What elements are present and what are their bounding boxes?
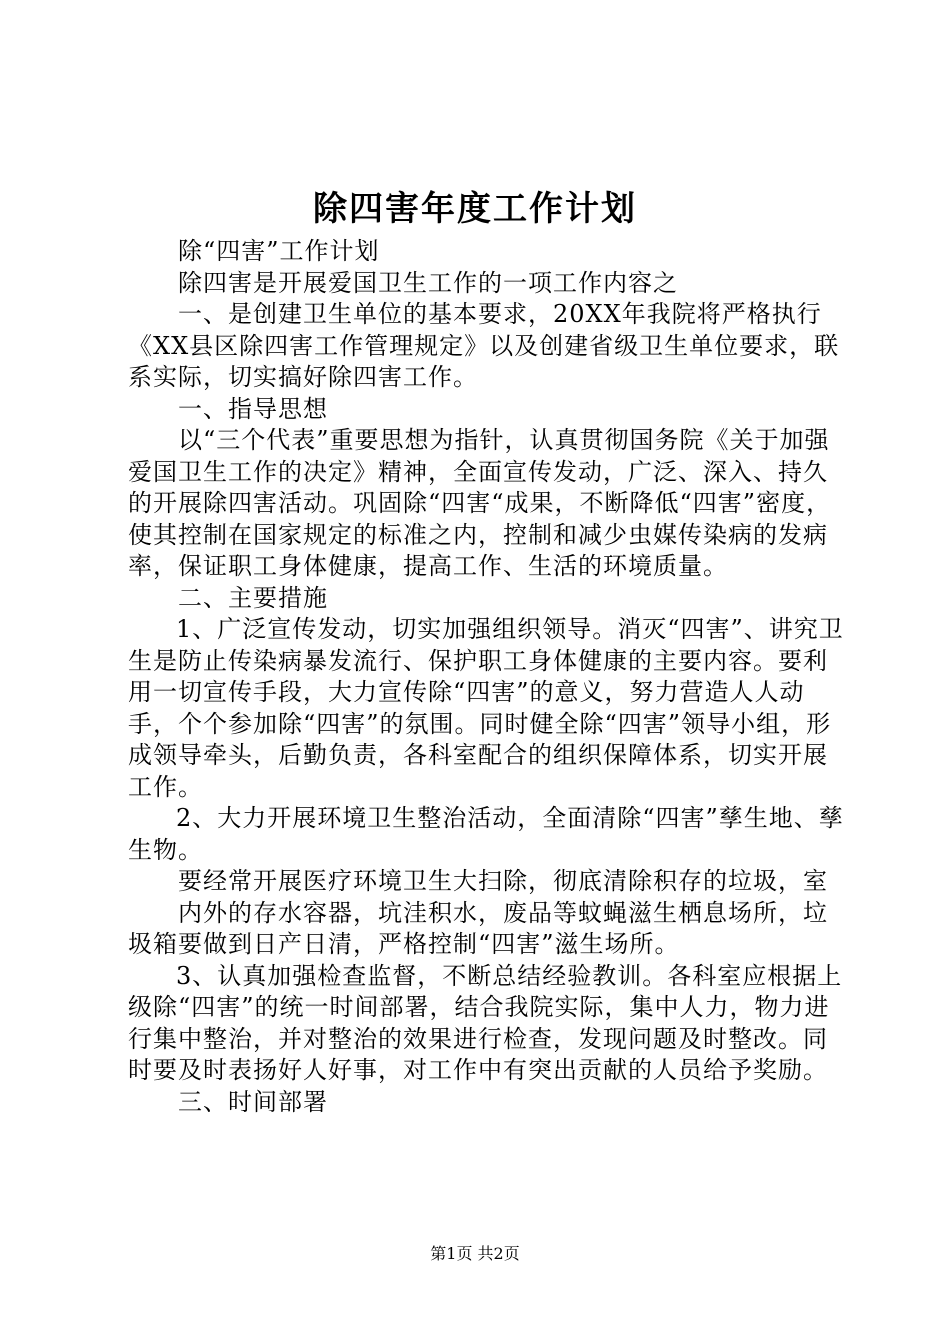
paragraph-cleaning: 要经常开展医疗环境卫生大扫除，彻底清除积存的垃圾，室 bbox=[178, 867, 828, 895]
page-footer: 第1页 共2页 bbox=[430, 1244, 520, 1263]
paragraph-guiding-thought: 以“三个代表”重要思想为指针，认真贯彻国务院《关于加强爱国卫生工作的决定》精神，全面宣传发动，广泛、深入、持久的开展除四害活动。巩固除“四害“成果，不断降低“四害”密度，使其控制在国家规定的标准之内，控制和减少虫媒传染病的发病率，保证职工身体健康，提高工作、生活的环境质量。 bbox=[128, 426, 832, 580]
paragraph-requirement: 一、是创建卫生单位的基本要求，20XX年我院将严格执行《XX县区除四害工作管理规定》以及创建省级卫生单位要求，联系实际，切实搞好除四害工作。 bbox=[128, 300, 840, 391]
document-body bbox=[128, 236, 848, 1118]
paragraph-measure-1: 1、广泛宣传发动，切实加强组织领导。消灭“四害”、讲究卫生是防止传染病暴发流行、保护职工身体健康的主要内容。要利用一切宣传手段，大力宣传除“四害”的意义，努力营造人人动手，个个参加除“四害”的氛围。同时健全除“四害”领导小组，形成领导牵头，后勤负责，各科室配合的组织保障体系，切实开展工作。 bbox=[128, 615, 844, 801]
paragraph-intro: 除四害是开展爱国卫生工作的一项工作内容之 bbox=[178, 268, 678, 297]
paragraph-measure-3: 3、认真加强检查监督，不断总结经验教训。各科室应根据上级除“四害”的统一时间部署，结合我院实际，集中人力，物力进行集中整治，并对整治的效果进行检查，发现问题及时整改。同时要及时表扬好人好事，对工作中有突出贡献的人员给予奖励。 bbox=[128, 961, 843, 1084]
document-title: 除四害年度工作计划 bbox=[313, 189, 637, 229]
section-heading-schedule: 三、时间部署 bbox=[178, 1087, 328, 1116]
paragraph-heading: 除“四害”工作计划 bbox=[178, 237, 380, 265]
section-heading-main-measures: 二、主要措施 bbox=[178, 583, 328, 612]
section-heading-guiding-thought: 一、指导思想 bbox=[178, 394, 328, 423]
paragraph-cleaning-continued: 内外的存水容器，坑洼积水，废品等蚊蝇滋生栖息场所，垃圾箱要做到日产日清，严格控制“四害”滋生场所。 bbox=[128, 898, 828, 958]
paragraph-measure-2: 2、大力开展环境卫生整治活动，全面清除“四害”孳生地、孳生物。 bbox=[128, 804, 844, 864]
